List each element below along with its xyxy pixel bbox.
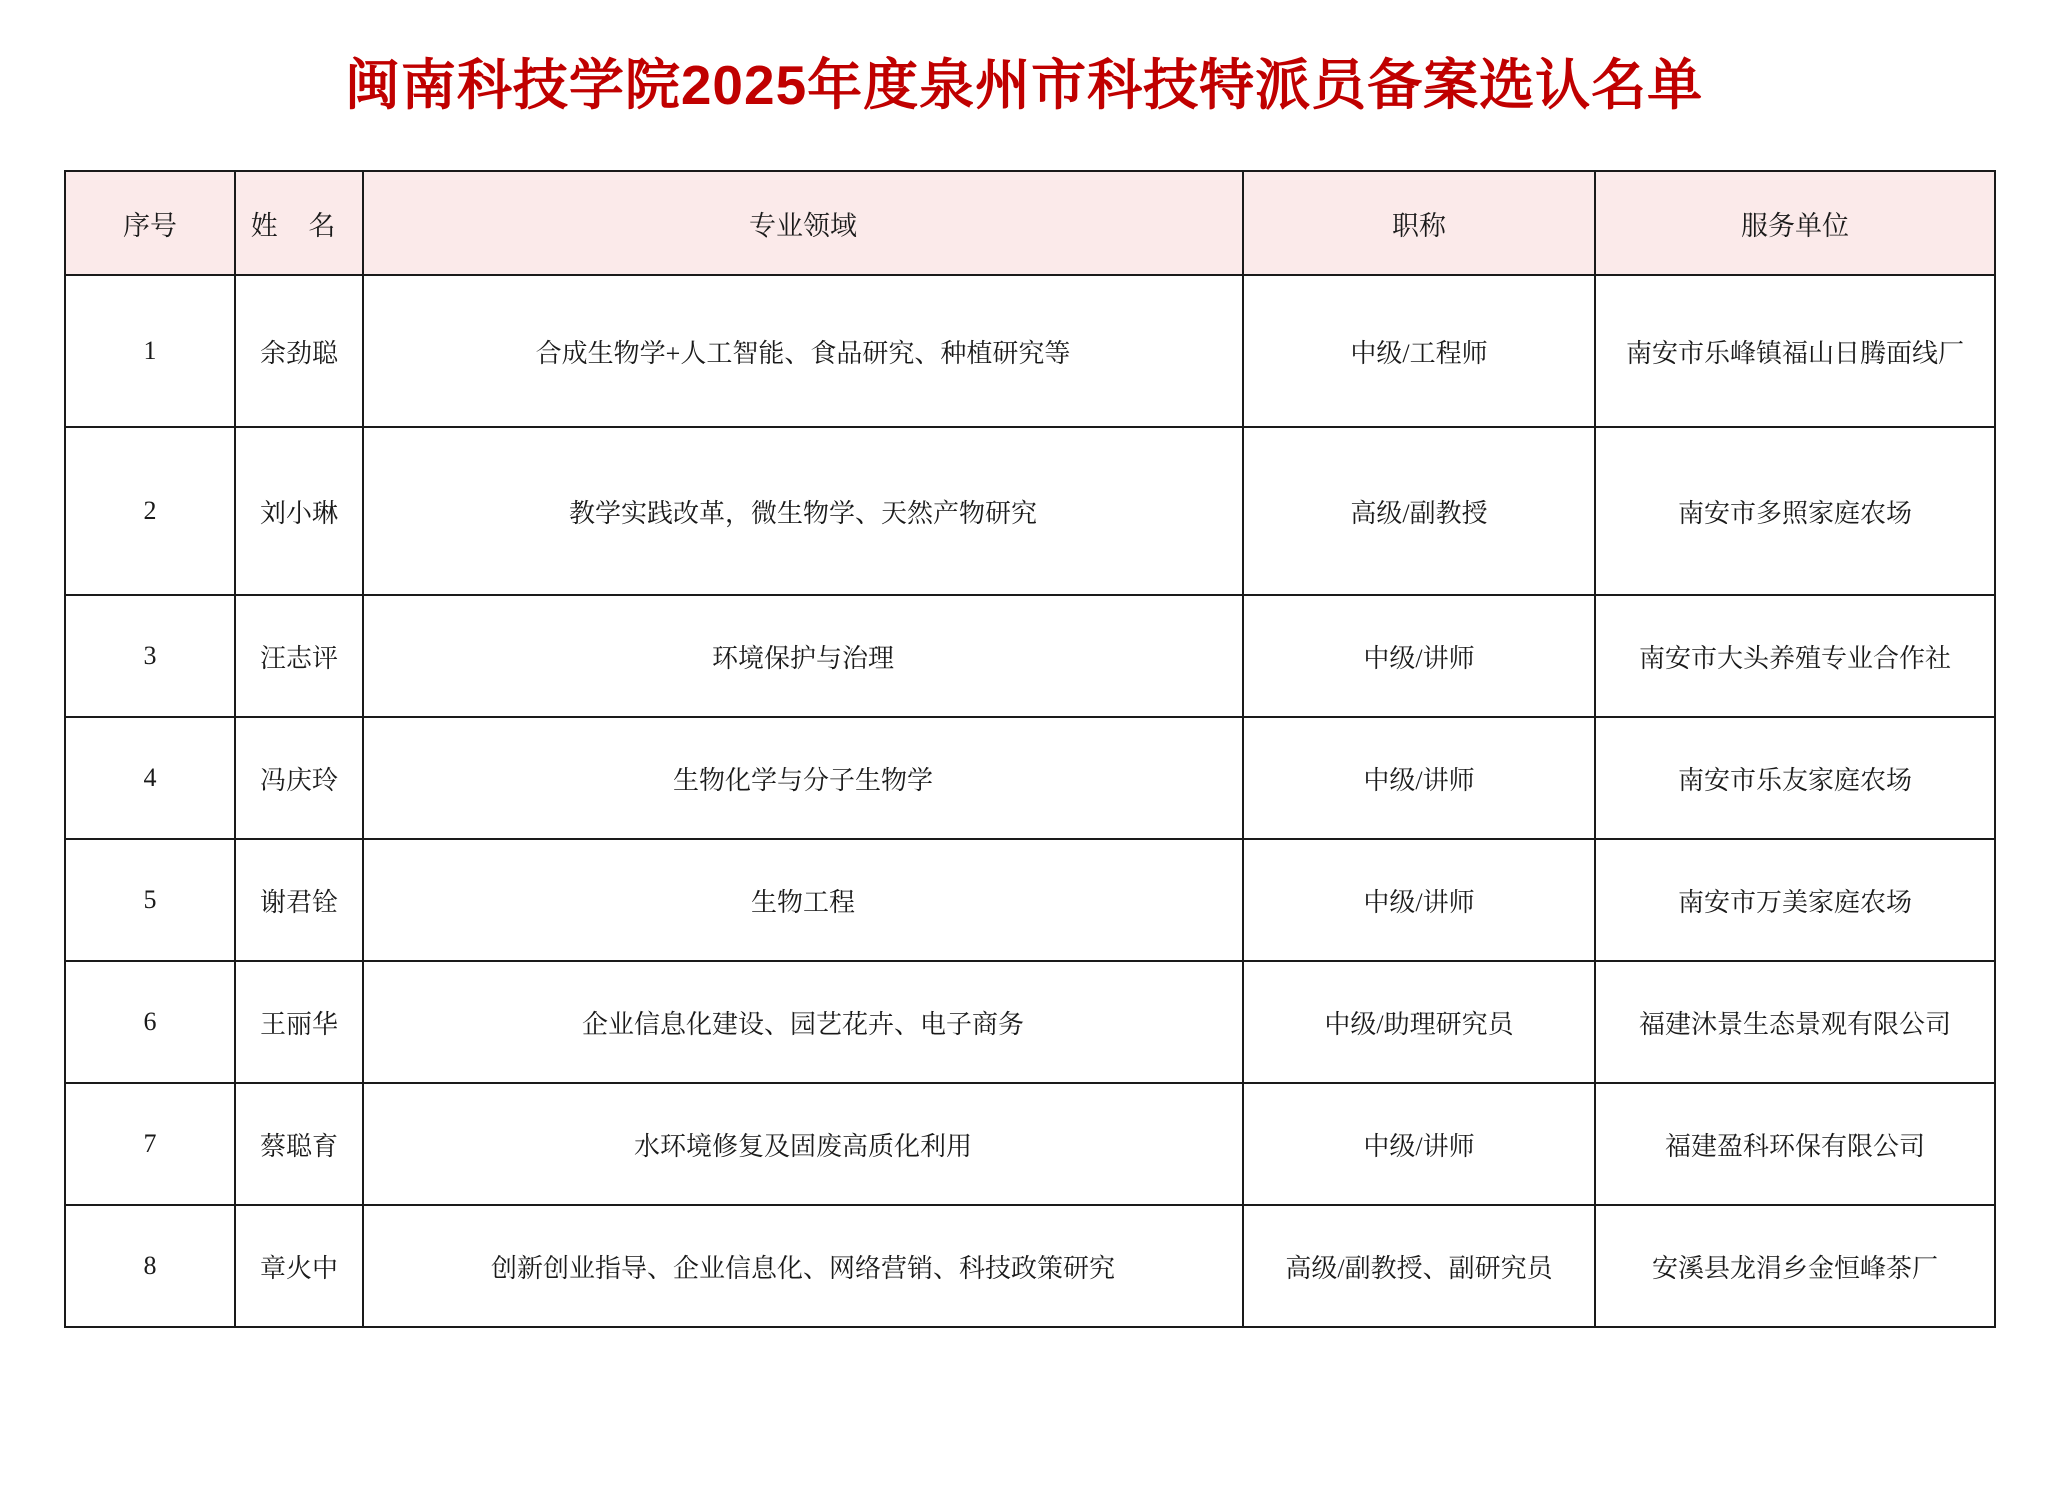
cell-title: 中级/讲师 xyxy=(1243,1083,1595,1205)
cell-org: 南安市大头养殖专业合作社 xyxy=(1595,595,1995,717)
roster-table-container xyxy=(60,170,1988,1328)
roster-table xyxy=(64,170,1996,1328)
cell-name: 王丽华 xyxy=(235,961,363,1083)
cell-name: 余劲聪 xyxy=(235,275,363,427)
table-header xyxy=(65,171,1995,275)
table-row xyxy=(65,717,1995,839)
table-row xyxy=(65,427,1995,595)
cell-org: 安溪县龙涓乡金恒峰茶厂 xyxy=(1595,1205,1995,1327)
cell-name: 汪志评 xyxy=(235,595,363,717)
cell-index: 8 xyxy=(65,1205,235,1327)
table-body xyxy=(65,275,1995,1327)
table-row xyxy=(65,839,1995,961)
cell-title: 中级/讲师 xyxy=(1243,717,1595,839)
cell-name: 章火中 xyxy=(235,1205,363,1327)
cell-field: 企业信息化建设、园艺花卉、电子商务 xyxy=(363,961,1243,1083)
cell-field: 水环境修复及固废高质化利用 xyxy=(363,1083,1243,1205)
cell-org: 南安市万美家庭农场 xyxy=(1595,839,1995,961)
cell-title: 高级/副教授 xyxy=(1243,427,1595,595)
cell-field: 教学实践改革，微生物学、天然产物研究 xyxy=(363,427,1243,595)
cell-index: 6 xyxy=(65,961,235,1083)
cell-org: 南安市乐友家庭农场 xyxy=(1595,717,1995,839)
cell-name: 蔡聪育 xyxy=(235,1083,363,1205)
column-header-index: 序号 xyxy=(65,171,235,275)
cell-name: 刘小琳 xyxy=(235,427,363,595)
cell-title: 中级/助理研究员 xyxy=(1243,961,1595,1083)
cell-title: 中级/工程师 xyxy=(1243,275,1595,427)
cell-field: 合成生物学+人工智能、食品研究、种植研究等 xyxy=(363,275,1243,427)
table-row xyxy=(65,1205,1995,1327)
cell-index: 3 xyxy=(65,595,235,717)
column-header-org: 服务单位 xyxy=(1595,171,1995,275)
page-title: 闽南科技学院2025年度泉州市科技特派员备案选认名单 xyxy=(344,54,1704,116)
cell-field: 生物工程 xyxy=(363,839,1243,961)
cell-title: 高级/副教授、副研究员 xyxy=(1243,1205,1595,1327)
table-row xyxy=(65,275,1995,427)
cell-title: 中级/讲师 xyxy=(1243,595,1595,717)
cell-index: 5 xyxy=(65,839,235,961)
cell-field: 环境保护与治理 xyxy=(363,595,1243,717)
cell-index: 4 xyxy=(65,717,235,839)
cell-name: 冯庆玲 xyxy=(235,717,363,839)
cell-index: 1 xyxy=(65,275,235,427)
table-row xyxy=(65,595,1995,717)
table-header-row xyxy=(65,171,1995,275)
table-row xyxy=(65,961,1995,1083)
cell-org: 福建盈科环保有限公司 xyxy=(1595,1083,1995,1205)
cell-title: 中级/讲师 xyxy=(1243,839,1595,961)
cell-org: 南安市乐峰镇福山日腾面线厂 xyxy=(1595,275,1995,427)
cell-field: 生物化学与分子生物学 xyxy=(363,717,1243,839)
cell-field: 创新创业指导、企业信息化、网络营销、科技政策研究 xyxy=(363,1205,1243,1327)
cell-index: 7 xyxy=(65,1083,235,1205)
cell-org: 福建沐景生态景观有限公司 xyxy=(1595,961,1995,1083)
cell-org: 南安市多照家庭农场 xyxy=(1595,427,1995,595)
column-header-name: 姓 名 xyxy=(235,171,363,275)
cell-name: 谢君铨 xyxy=(235,839,363,961)
table-row xyxy=(65,1083,1995,1205)
column-header-field: 专业领域 xyxy=(363,171,1243,275)
cell-index: 2 xyxy=(65,427,235,595)
column-header-title: 职称 xyxy=(1243,171,1595,275)
